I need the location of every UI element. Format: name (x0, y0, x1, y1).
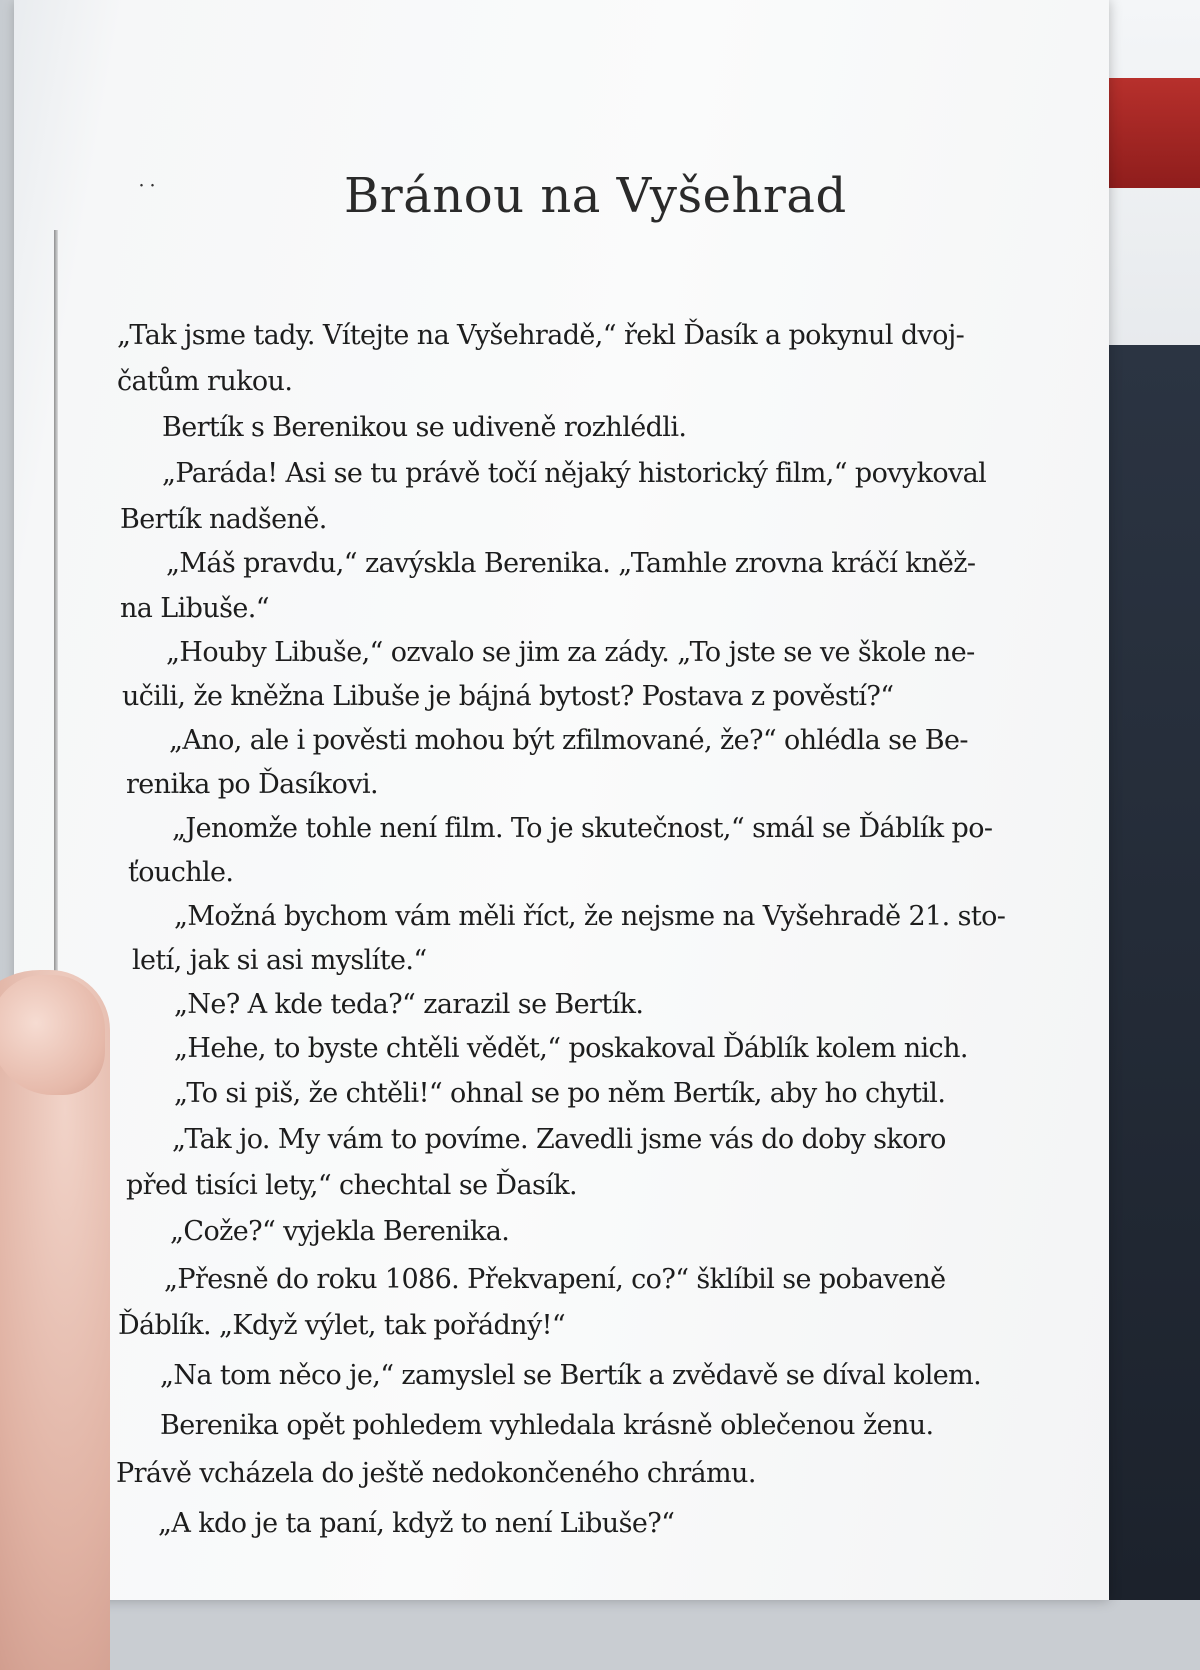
text-line: „Máš pravdu,“ zavýskla Berenika. „Tamhle zrovna kráčí kněž- (166, 548, 976, 579)
text-line: „A kdo je ta paní, když to není Libuše?“ (158, 1508, 675, 1539)
text-line: „Tak jo. My vám to povíme. Zavedli jsme vás do doby skoro (172, 1124, 946, 1155)
text-line: učili, že kněžna Libuše je bájná bytost? Postava z pověstí?“ (122, 681, 894, 712)
text-line: „Tak jsme tady. Vítejte na Vyšehradě,“ řekl Ďasík a pokynul dvoj- (117, 320, 965, 351)
text-line: na Libuše.“ (120, 593, 269, 624)
text-line: letí, jak si asi myslíte.“ (132, 945, 427, 976)
text-line: Ďáblík. „Když výlet, tak pořádný!“ (118, 1310, 566, 1341)
text-line: Berenika opět pohledem vyhledala krásně oblečenou ženu. (160, 1410, 934, 1441)
text-line: Právě vcházela do ještě nedokončeného chrámu. (116, 1458, 756, 1489)
text-line: Bertík nadšeně. (120, 504, 327, 535)
text-line: „Ano, ale i pověsti mohou být zfilmované, že?“ ohlédla se Be- (169, 725, 968, 756)
text-line: před tisíci lety,“ chechtal se Ďasík. (126, 1170, 578, 1201)
background-dark-panel (1105, 345, 1200, 1600)
text-line: „Paráda! Asi se tu právě točí nějaký historický film,“ povykoval (162, 458, 987, 489)
text-line: „To si piš, že chtěli!“ ohnal se po něm Bertík, aby ho chytil. (174, 1078, 946, 1109)
text-line: „Cože?“ vyjekla Berenika. (170, 1216, 510, 1247)
text-line: Bertík s Berenikou se udiveně rozhlédli. (162, 412, 687, 443)
chapter-title: Bránou na Vyšehrad (344, 168, 847, 224)
text-line: „Na tom něco je,“ zamyslel se Bertík a zvědavě se díval kolem. (160, 1360, 982, 1391)
text-line: „Přesně do roku 1086. Překvapení, co?“ šklíbil se pobaveně (164, 1264, 946, 1295)
title-mark: ˙˙ (136, 182, 158, 207)
text-line: „Houby Libuše,“ ozvalo se jim za zády. „To jste se ve škole ne- (166, 637, 975, 668)
text-line: renika po Ďasíkovi. (126, 769, 378, 800)
text-line: čatům rukou. (117, 366, 293, 397)
thumb (0, 975, 105, 1095)
text-line: „Možná bychom vám měli říct, že nejsme na Vyšehradě 21. sto- (174, 901, 1006, 932)
text-line: ťouchle. (128, 857, 234, 888)
body-text (14, 0, 1109, 1600)
text-line: „Ne? A kde teda?“ zarazil se Bertík. (174, 989, 644, 1020)
text-line: „Hehe, to byste chtěli vědět,“ poskakoval Ďáblík kolem nich. (174, 1033, 968, 1064)
text-line: „Jenomže tohle není film. To je skutečnost,“ smál se Ďáblík po- (172, 813, 993, 844)
book-page (14, 0, 1109, 1600)
